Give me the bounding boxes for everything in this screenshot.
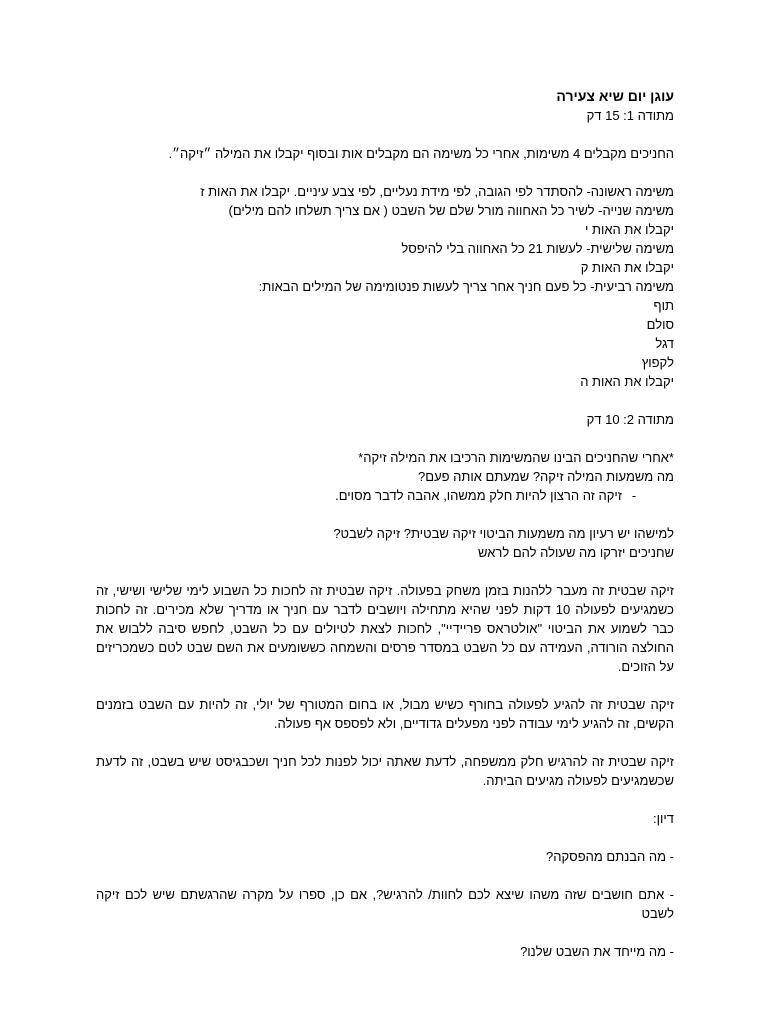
task-line: יקבלו את האות ק: [580, 260, 674, 275]
discussion-item: - מה הבנתם מהפסקה?: [546, 849, 674, 864]
bullet-item: [96, 486, 674, 505]
question-line: שחניכים יזרקו מה שעולה להם לראש: [478, 545, 674, 560]
method-2-heading: מתודה 2: 10 דק: [586, 412, 674, 427]
paragraph: זיקה שבטית זה להגיע לפעולה בחורף כשיש מבול, או בחום המטורף של יולי, זה להיות עם השבט בזמנים הקשים, זה להגיע לימי עבודה לפני מפעלים גדודיים, ולא לפספס אף פעולה.: [96, 697, 674, 731]
document-page: [96, 86, 674, 961]
document-title: עוגן יום שיא צעירה: [556, 88, 674, 104]
method-1-intro: החניכים מקבלים 4 משימות, אחרי כל משימה הם מקבלים אות ובסוף יקבלו את המילה ״זיקה״.: [168, 146, 674, 161]
task-line: משימה רביעית- כל פעם חניך אחר צריך לעשות פנטומימה של המילים הבאות:: [258, 279, 674, 294]
method-2-note: *אחרי שהחניכים הבינו שהמשימות הרכיבו את המילה זיקה*: [358, 450, 674, 465]
task-line: משימה שנייה- לשיר כל האחווה מורל שלם של השבט ( אם צריך תשלחו להם מילים): [228, 203, 674, 218]
task-line: סולם: [646, 317, 674, 332]
task-line: משימה ראשונה- להסתדר לפי הגובה, לפי מידת נעליים, לפי צבע עיניים. יקבלו את האות ז: [200, 184, 674, 199]
paragraph: זיקה שבטית זה להרגיש חלק ממשפחה, לדעת שאתה יכול לפנות לכל חניך ושכבגיסט שיש בשבט, זה לדעת שכשמגיעים לפעולה מגיעים הביתה.: [96, 754, 674, 788]
bullet-mark: -: [631, 488, 637, 503]
task-line: יקבלו את האות י: [585, 222, 674, 237]
task-line: יקבלו את האות ה: [580, 374, 674, 389]
task-line: דגל: [655, 336, 674, 351]
method-1-heading: מתודה 1: 15 דק: [586, 108, 674, 123]
task-line: לקפוץ: [641, 355, 674, 370]
discussion-item: - מה מייחד את השבט שלנו?: [520, 944, 674, 959]
bullet-text: זיקה זה הרצון להיות חלק ממשהו, אהבה לדבר מסוים.: [335, 488, 622, 503]
task-line: תוף: [653, 298, 674, 313]
method-2-question: מה משמעות המילה זיקה? שמעתם אותה פעם?: [418, 469, 674, 484]
discussion-heading: דיון:: [653, 811, 674, 826]
question-line: למישהו יש רעיון מה משמעות הביטוי זיקה שבטית? זיקה לשבט?: [333, 526, 674, 541]
task-line: משימה שלישית- לעשות 21 כל האחווה בלי להיפסל: [401, 241, 674, 256]
discussion-item: - אתם חושבים שזה משהו שיצא לכם לחוות/ להרגיש?, אם כן, ספרו על מקרה שהרגשתם שיש לכם זיקה לשבט: [96, 887, 674, 921]
paragraph: זיקה שבטית זה מעבר ללהנות בזמן משחק בפעולה. זיקה שבטית זה לחכות כל השבוע לימי שלישי ושישי, זה כשמגיעים לפעולה 10 דקות לפני שהיא מתחילה ויושבים לדבר עם חניך או מדריך שלא מכירים. זה לחכות כבר לשמוע את הביטוי "אולטראס פריידיי", לחכות לצאת לטיולים עם כל השבט, לחפש סיבה ללבוש את החולצה הורודה, העמידה עם כל השבט במסדר פרסים והשמחה כששומעים את השם שבט לטם כשמכריזים על הזוכים.: [96, 583, 674, 674]
